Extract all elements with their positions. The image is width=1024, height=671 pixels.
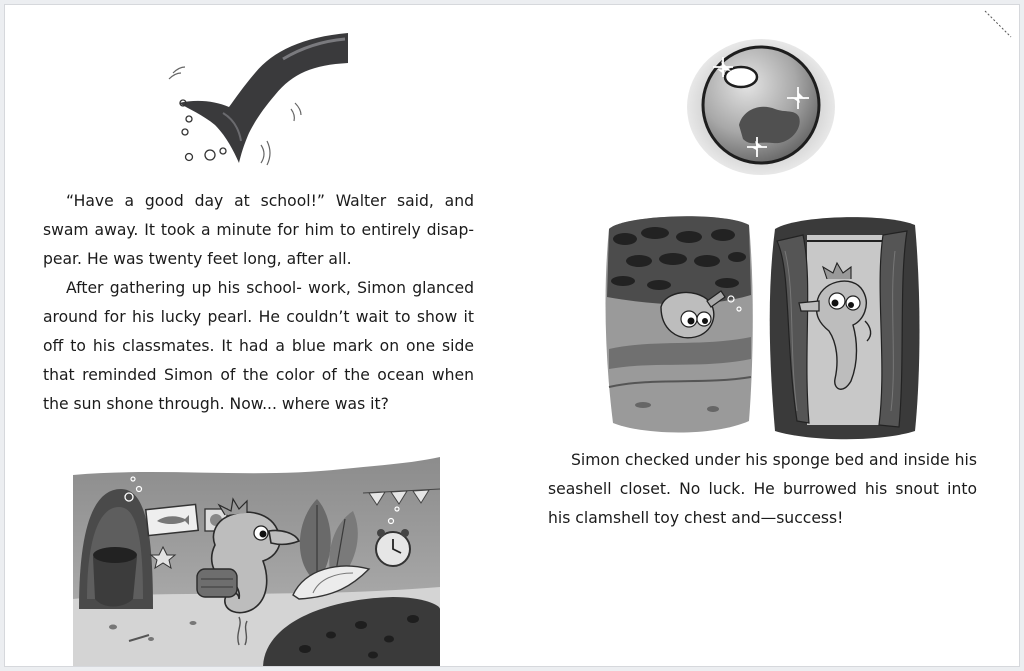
simon-under-sponge-bed-illustration xyxy=(603,209,755,437)
paragraph: Simon checked under his sponge bed and inside his seashell closet. No luck. He burrowed his snout into his clamshell toy chest and—success! xyxy=(548,451,977,527)
whale-tail-illustration xyxy=(163,29,353,169)
paragraph: After gathering up his school- work, Simon glanced around for his lucky pearl. He couldn’t wait to show it off to his classmates. It had a blue mark on one side that reminded Simon of the color of the ocean when the sun shone through. Now... where was it? xyxy=(43,279,474,413)
right-page-text xyxy=(548,446,977,533)
left-page-text xyxy=(43,187,474,419)
paragraph: “Have a good day at school!” Walter said, and swam away. It took a minute for him to entirely disap-pear. He was twenty feet long, after all. xyxy=(43,192,474,268)
page-curl-icon[interactable] xyxy=(983,9,1013,39)
simon-bedroom-illustration xyxy=(73,449,440,667)
lucky-pearl-illustration xyxy=(681,29,841,179)
book-spread xyxy=(4,4,1020,667)
simon-in-seashell-closet-illustration xyxy=(767,211,923,443)
